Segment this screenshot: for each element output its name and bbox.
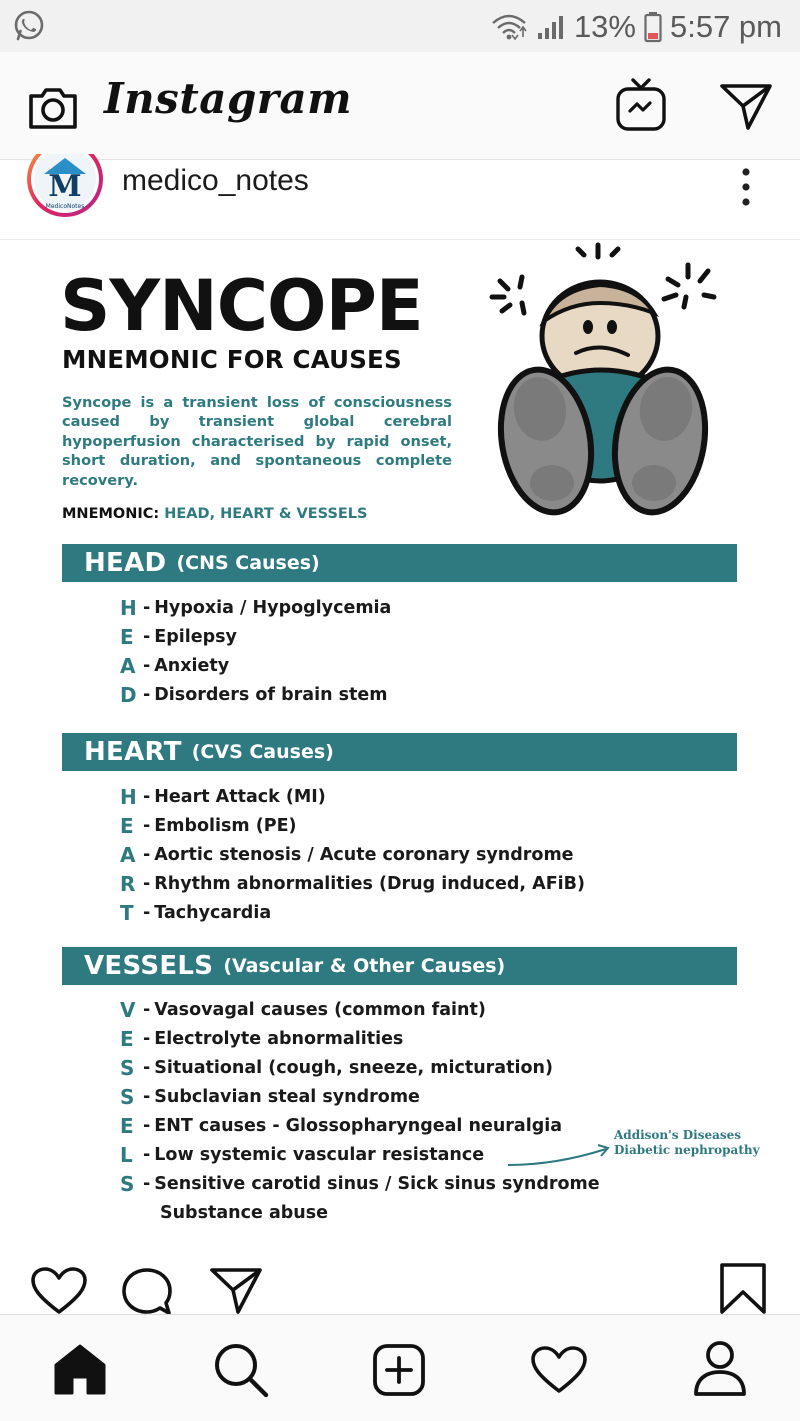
section-heart-subtitle: (CVS Causes) <box>191 741 334 763</box>
more-vertical-icon[interactable] <box>738 164 754 210</box>
clock: 5:57 pm <box>669 9 782 44</box>
annotation-note <box>614 1128 760 1158</box>
section-vessels-subtitle: (Vascular & Other Causes) <box>223 955 506 977</box>
section-vessels-header <box>62 947 737 985</box>
mnemonic-letter: D <box>120 682 137 707</box>
section-head-title: HEAD <box>84 548 167 578</box>
list-item: S - Subclavian steal syndrome <box>120 1084 420 1109</box>
avatar-image <box>24 154 106 220</box>
mnemonic-letter: E <box>120 1026 134 1051</box>
cause-text: Aortic stenosis / Acute coronary syndrome <box>154 844 574 865</box>
section-heart-header <box>62 733 737 771</box>
list-item: D - Disorders of brain stem <box>120 682 388 707</box>
heart-icon[interactable] <box>30 1266 88 1316</box>
list-item: A - Anxiety <box>120 653 230 678</box>
list-item: E - Electrolyte abnormalities <box>120 1026 404 1051</box>
battery-percentage: 13% <box>573 9 636 44</box>
app-header <box>0 52 800 160</box>
annotation-line: Addison's Diseases <box>614 1128 742 1142</box>
signal-icon <box>536 13 566 41</box>
list-item: R - Rhythm abnormalities (Drug induced, AFiB) <box>120 871 586 896</box>
post-action-bar <box>0 1256 800 1314</box>
list-item: L - Low systemic vascular resistance <box>120 1142 485 1167</box>
section-vessels-list <box>120 995 600 1227</box>
cause-text: Disorders of brain stem <box>154 684 388 705</box>
cause-text: Subclavian steal syndrome <box>154 1086 420 1107</box>
mnemonic-letter: H <box>120 595 137 620</box>
mnemonic-letter: E <box>120 813 134 838</box>
list-item: T - Tachycardia <box>120 900 272 925</box>
cause-text: Low systemic vascular resistance <box>154 1144 485 1165</box>
status-indicators <box>490 7 782 47</box>
list-extra-item: Substance abuse <box>160 1202 329 1223</box>
list-item: S - Sensitive carotid sinus / Sick sinus syndrome <box>120 1171 600 1196</box>
bookmark-icon[interactable] <box>718 1262 768 1316</box>
list-item: E - Embolism (PE) <box>120 813 297 838</box>
avatar-letter: M <box>48 169 82 204</box>
post-image[interactable] <box>0 241 800 1256</box>
cause-text: Electrolyte abnormalities <box>154 1028 404 1049</box>
camera-icon[interactable] <box>26 82 80 132</box>
mnemonic-letter: S <box>120 1084 135 1109</box>
cause-text: Hypoxia / Hypoglycemia <box>154 597 392 618</box>
cause-text: Rhythm abnormalities (Drug induced, AFiB) <box>154 873 586 894</box>
list-item: S - Situational (cough, sneeze, micturation) <box>120 1055 553 1080</box>
section-vessels-title: VESSELS <box>84 951 214 981</box>
mnemonic-letter: H <box>120 784 137 809</box>
cause-text: Tachycardia <box>154 902 272 923</box>
mnemonic-letter: E <box>120 1113 134 1138</box>
section-head-list <box>120 593 391 709</box>
mnemonic-letter: A <box>120 653 136 678</box>
battery-icon <box>644 11 662 43</box>
mnemonic-letter: T <box>120 900 134 925</box>
cause-text: ENT causes - Glossopharyngeal neuralgia <box>154 1115 563 1136</box>
status-bar <box>0 0 800 52</box>
bottom-navigation <box>0 1314 800 1421</box>
activity-heart-icon[interactable] <box>530 1345 588 1395</box>
post-username[interactable]: medico_notes <box>122 164 309 197</box>
mnemonic-value: HEAD, HEART & VESSELS <box>164 506 368 522</box>
add-post-icon[interactable] <box>372 1343 426 1397</box>
list-item: V - Vasovagal causes (common faint) <box>120 997 486 1022</box>
section-heart-list <box>120 782 585 927</box>
igtv-icon[interactable] <box>614 76 668 134</box>
list-item: H - Hypoxia / Hypoglycemia <box>120 595 392 620</box>
list-item: A - Aortic stenosis / Acute coronary syndrome <box>120 842 574 867</box>
instagram-logo: Instagram <box>104 74 353 123</box>
mnemonic-letter: L <box>120 1142 133 1167</box>
list-item: E - ENT causes - Glossopharyngeal neuralgia <box>120 1113 563 1138</box>
cause-text: Vasovagal causes (common faint) <box>154 999 486 1020</box>
search-icon[interactable] <box>212 1341 270 1399</box>
mnemonic-letter: R <box>120 871 136 896</box>
profile-icon[interactable] <box>692 1339 748 1397</box>
mnemonic-line <box>62 506 367 522</box>
cause-text: Epilepsy <box>154 626 237 647</box>
cause-text: Anxiety <box>154 655 230 676</box>
section-head-subtitle: (CNS Causes) <box>176 552 320 574</box>
mnemonic-letter: S <box>120 1055 135 1080</box>
infographic-title: SYNCOPE <box>60 265 423 347</box>
avatar-caption: MedicoNotes <box>45 203 85 210</box>
list-item: H - Heart Attack (MI) <box>120 784 326 809</box>
wifi-icon <box>490 13 528 41</box>
fainted-person-illustration <box>478 241 778 531</box>
infographic-description: Syncope is a transient loss of consciousness caused by transient global cerebral hypoperfusion characterised by rapid onset, short duration, and spontaneous complete recovery. <box>62 394 452 489</box>
cause-text: Situational (cough, sneeze, micturation) <box>154 1057 553 1078</box>
section-head-header <box>62 544 737 582</box>
section-heart-title: HEART <box>84 737 182 767</box>
home-icon[interactable] <box>52 1343 108 1395</box>
cause-text: Embolism (PE) <box>154 815 297 836</box>
share-icon[interactable] <box>208 1266 264 1316</box>
list-item: E - Epilepsy <box>120 624 237 649</box>
post-header <box>0 160 800 240</box>
whatsapp-icon <box>12 9 46 43</box>
avatar[interactable] <box>24 154 106 220</box>
annotation-line: Diabetic nephropathy <box>614 1143 760 1157</box>
cause-text: Heart Attack (MI) <box>154 786 326 807</box>
mnemonic-letter: E <box>120 624 134 649</box>
mnemonic-label: MNEMONIC: <box>62 506 160 522</box>
direct-message-icon[interactable] <box>718 80 774 132</box>
infographic-subtitle: MNEMONIC FOR CAUSES <box>62 345 402 374</box>
mnemonic-letter: A <box>120 842 136 867</box>
comment-icon[interactable] <box>120 1266 174 1318</box>
mnemonic-letter: S <box>120 1171 135 1196</box>
mnemonic-letter: V <box>120 997 136 1022</box>
annotation-arrow-icon <box>506 1139 614 1169</box>
cause-text: Sensitive carotid sinus / Sick sinus syndrome <box>154 1173 600 1194</box>
